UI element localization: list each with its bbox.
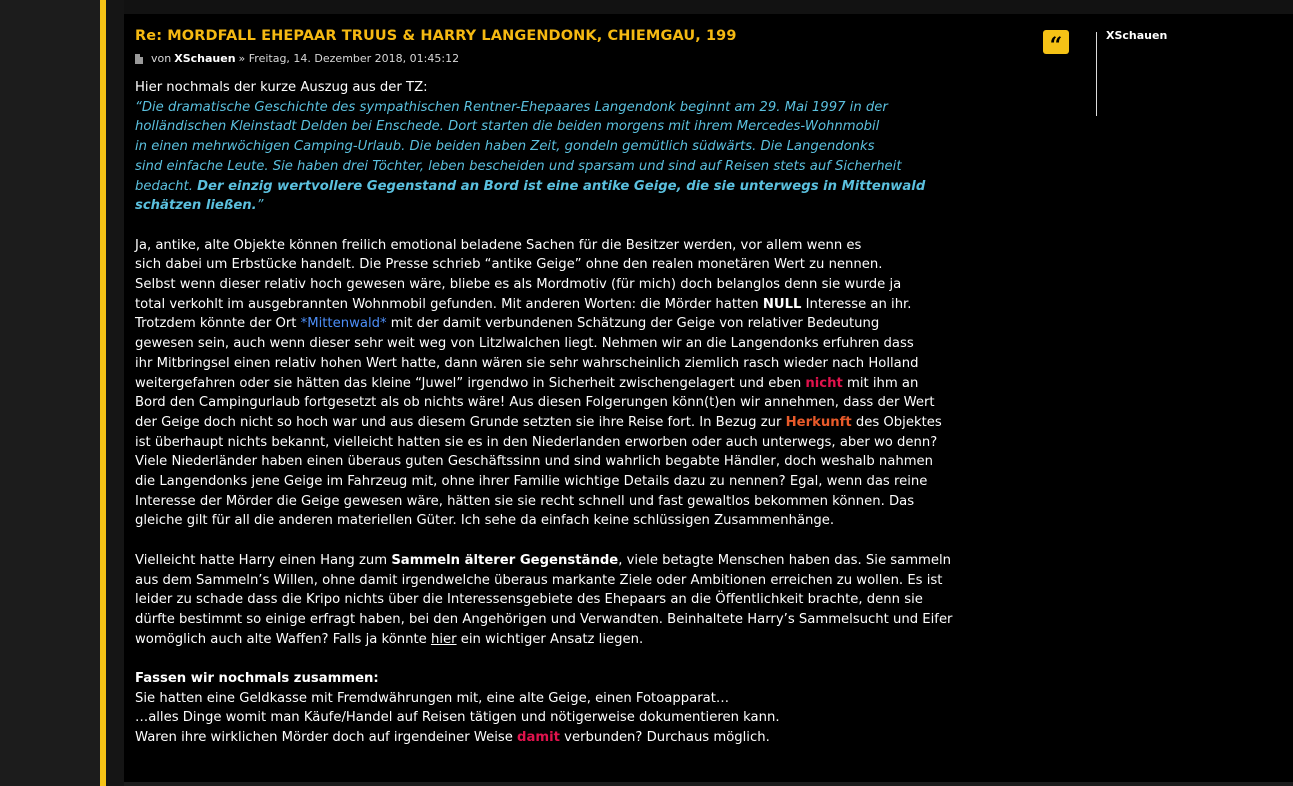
emphasis-red: nicht	[805, 375, 843, 391]
bold-text: Fassen wir nochmals zusammen:	[135, 671, 379, 687]
left-gutter	[0, 0, 100, 786]
text-line	[135, 728, 995, 748]
quote-text: bedacht.	[135, 178, 198, 194]
profile-username[interactable]: XSchauen	[1106, 29, 1168, 42]
top-separator	[124, 0, 1293, 14]
text-line: Sie hatten eine Geldkasse mit Fremdwährungen mit, eine alte Geige, einen Fotoapparat…	[135, 690, 730, 706]
post-content	[135, 78, 995, 748]
text-line: ist überhaupt nichts bekannt, vielleicht hatten sie es in den Niederlanden erworben oder auch unterwegs, aber wo denn?	[135, 434, 938, 450]
quote-icon: “	[1049, 33, 1063, 59]
text-line	[135, 374, 995, 394]
intro-line: Hier nochmals der kurze Auszug aus der TZ:	[135, 80, 428, 95]
text-line	[135, 295, 995, 315]
text-segment: der Geige doch nicht so hoch war und aus diesem Grunde setzten sie ihre Reise fort. In Bezug zur	[135, 414, 786, 430]
post-icon[interactable]	[135, 54, 143, 64]
text-line: dürfte bestimmt so einige erfragt haben, bei den Angehörigen und Verwandten. Beinhaltete Harry’s Sammelsucht und Eifer	[135, 611, 953, 627]
text-line	[135, 630, 995, 650]
text-line: aus dem Sammeln’s Willen, ohne damit irgendwelche überaus markante Ziele oder Ambitionen erreichen zu wollen. Es ist	[135, 572, 943, 588]
text-segment: womöglich auch alte Waffen? Falls ja könnte	[135, 631, 431, 647]
text-line: Selbst wenn dieser relativ hoch gewesen wäre, bliebe es als Mordmotiv (für mich) doch belanglos denn sie wurde ja	[135, 277, 902, 293]
text-line	[135, 413, 995, 433]
hier-link[interactable]: hier	[430, 631, 457, 647]
post-date: » Freitag, 14. Dezember 2018, 01:45:12	[238, 52, 460, 65]
bold-text: Sammeln älterer Gegenstände	[391, 552, 619, 568]
text-segment: weitergefahren oder sie hätten das kleine “Juwel” irgendwo in Sicherheit zwischengelagert und eben	[135, 375, 806, 391]
quote-bold-text: Der einzig wertvollere Gegenstand an Bord ist eine antike Geige, die sie unterwegs in Mittenwald	[197, 178, 926, 194]
text-segment: Vielleicht hatte Harry einen Hang zum	[135, 552, 392, 568]
text-line	[135, 314, 995, 334]
text-line: Ja, antike, alte Objekte können freilich emotional beladene Sachen für die Besitzer werden, vor allem wenn es	[135, 237, 862, 253]
text-segment: Trotzdem könnte der Ort	[135, 316, 301, 332]
paragraph-spacer	[135, 216, 995, 236]
quote-button[interactable]	[1043, 30, 1069, 59]
text-line: gewesen sein, auch wenn dieser sehr weit weg von Litzlwalchen liegt. Nehmen wir an die Langendonks erfuhren dass	[135, 336, 914, 352]
text-line: Bord den Campingurlaub fortgesetzt als ob nichts wäre! Aus diesen Folgerungen könn(t)en wir annehmen, dass der Wert	[135, 395, 935, 411]
text-segment: Waren ihre wirklichen Mörder doch auf irgendeiner Weise	[135, 730, 518, 746]
text-line: die Langendonks jene Geige im Fahrzeug mit, ohne ihrer Familie wichtige Details dazu zu nennen? Egal, wenn das reine	[135, 474, 928, 490]
text-segment: ein wichtiger Ansatz liegen.	[456, 631, 644, 647]
text-line	[135, 551, 995, 571]
text-line: …alles Dinge womit man Käufe/Handel auf Reisen tätigen und nötigerweise dokumentieren kann.	[135, 710, 780, 726]
quote-line: holländischen Kleinstadt Delden bei Enschede. Dort starten die beiden morgens mit ihrem Mercedes-Wohnmobil	[135, 119, 880, 135]
paragraph-spacer	[135, 531, 995, 551]
quote-line: in einen mehrwöchigen Camping-Urlaub. Die beiden haben Zeit, gondeln gemütlich südwärts. Die Langendonks	[135, 139, 875, 155]
quote-line: sind einfache Leute. Sie haben drei Töchter, leben bescheiden und sparsam und sind auf Reisen stets auf Sicherheit	[135, 158, 902, 174]
text-segment: , viele betagte Menschen haben das. Sie sammeln	[618, 552, 952, 568]
meta-prefix: von	[151, 52, 172, 65]
quote-line: “Die dramatische Geschichte des sympathischen Rentner-Ehepaares Langendonk beginnt am 29. Mai 1997 in der	[135, 99, 888, 115]
quote-close-mark: ”	[256, 198, 264, 214]
emphasis-orange: Herkunft	[785, 414, 852, 430]
text-line: Interesse der Mörder die Geige gewesen wäre, hätten sie sie recht schnell und fast gewaltlos bekommen können. Das	[135, 493, 915, 509]
quote-line	[135, 177, 995, 197]
text-segment: total verkohlt im ausgebrannten Wohnmobil gefunden. Mit anderen Worten: die Mörder hatten	[135, 296, 763, 312]
forum-post	[124, 14, 1293, 782]
bold-text: NULL	[762, 296, 802, 312]
post-inner-strip	[106, 0, 124, 786]
post-author-link[interactable]: XSchauen	[174, 52, 236, 65]
mittenwald-link[interactable]: *Mittenwald*	[300, 316, 387, 332]
text-line: ihr Mitbringsel einen relativ hohen Wert hatte, dann wären sie sehr wahrscheinlich ziemlich rasch wieder nach Holland	[135, 355, 919, 371]
text-line: gleiche gilt für all die anderen materiellen Güter. Ich sehe da einfach keine schlüssigen Zusammenhänge.	[135, 513, 835, 529]
quote-line	[135, 196, 995, 216]
text-line: Viele Niederländer haben einen überaus guten Geschäftssinn und sind wahrlich begabte Händler, doch weshalb nahmen	[135, 454, 934, 470]
text-segment: verbunden? Durchaus möglich.	[559, 730, 770, 746]
post-meta	[135, 52, 459, 65]
text-segment: des Objektes	[851, 414, 942, 430]
quote-bold-text: schätzen ließen.	[135, 198, 257, 214]
text-line: sich dabei um Erbstücke handelt. Die Presse schrieb “antike Geige” ohne den realen monetären Wert zu nennen.	[135, 257, 883, 273]
summary-heading	[135, 669, 995, 689]
text-segment: Interesse an ihr.	[801, 296, 912, 312]
text-line: leider zu schade dass die Kripo nichts über die Interessensgebiete des Ehepaars an die Öffentlichkeit brachte, denn sie	[135, 592, 923, 608]
emphasis-red: damit	[517, 730, 560, 746]
paragraph-spacer	[135, 649, 995, 669]
text-segment: mit ihm an	[842, 375, 919, 391]
post-title[interactable]: Re: MORDFALL EHEPAAR TRUUS & HARRY LANGENDONK, CHIEMGAU, 199	[135, 28, 737, 44]
profile-divider	[1096, 32, 1097, 116]
text-segment: mit der damit verbundenen Schätzung der Geige von relativer Bedeutung	[386, 316, 880, 332]
